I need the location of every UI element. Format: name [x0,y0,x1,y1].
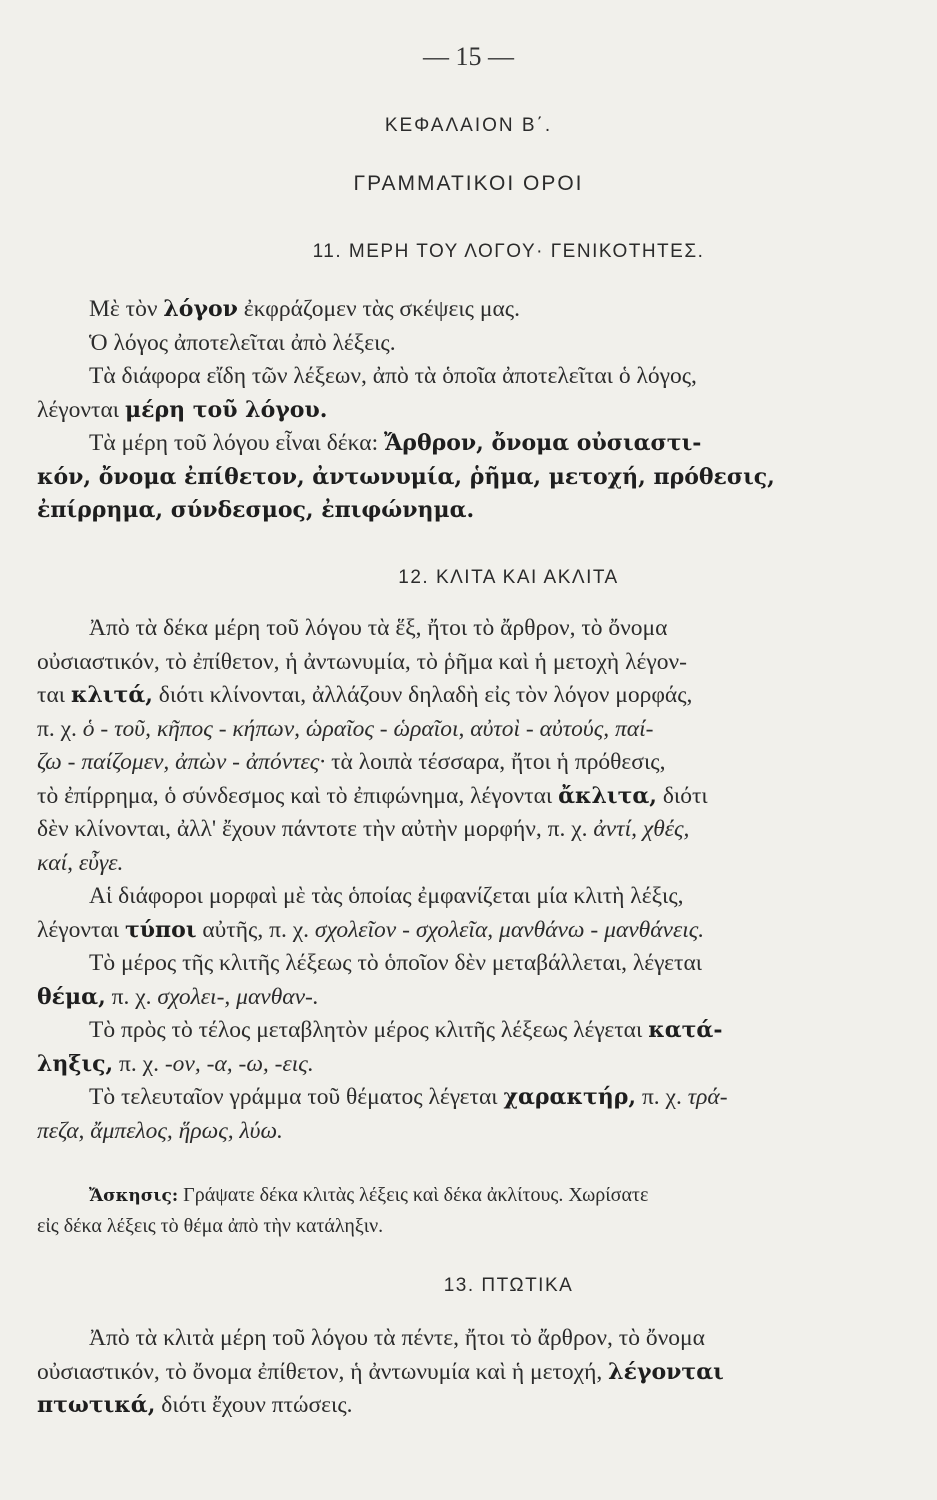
text-line: Τὰ διάφορα εἴδη τῶν λέξεων, ἀπὸ τὰ ὁποῖα ἀποτελεῖται ὁ λόγος, [89,363,697,389]
italic-example: καί, εὖγε. [37,849,124,876]
text-line: δὲν κλίνονται, ἀλλ' ἔχουν πάντοτε τὴν αὐτὴν μορφήν, π. χ. ἀντί, χθές, [37,816,690,842]
section-13-heading: 13. ΠΤΩΤΙΚΑ [443,1275,574,1296]
bold-term: ἄκλιτα, [558,782,657,809]
bold-term: Ἄρθρον, ὄνομα οὐσιαστι- [384,430,702,456]
text-line [37,461,867,495]
bold-term: χαρακτήρ, [503,1084,637,1110]
chapter-heading: ΚΕΦΑΛΑΙΟΝ Β΄. [384,115,553,136]
bold-term: πτωτικά, [37,1392,156,1418]
bold-term: τύποι [124,916,197,943]
section-12-text [37,612,867,1148]
section-11-heading: 11. ΜΕΡΗ ΤΟΥ ΛΟΓΟΥ· ΓΕΝΙΚΟΤΗΤΕΣ. [312,241,705,262]
text-line: θέμα, π. χ. σχολει-, μανθαν-. [37,983,319,1010]
italic-example: ζω - παίζομεν, ἀπὼν - ἀπόντες· [37,749,326,775]
text-line: ζω - παίζομεν, ἀπὼν - ἀπόντες· τὰ λοιπὰ τέσσαρα, ἤτοι ἡ πρόθεσις, [37,749,666,775]
text-line: τὸ ἐπίρρημα, ὁ σύνδεσμος καὶ τὸ ἐπιφώνημα, λέγονται ἄκλιτα, διότι [37,782,708,809]
exercise-label: Ἄσκησις: [89,1186,179,1206]
bold-term: κόν, ὄνομα ἐπίθετον, ἀντωνυμία, ῥῆμα, μετοχή, πρόθεσις, [37,463,775,490]
bold-term: ληξις, [37,1050,114,1077]
bold-term: λόγον [163,296,238,322]
text-line: Τὰ μέρη τοῦ λόγου εἶναι δέκα: Ἄρθρον, ὄνομα οὐσιαστι- [89,430,702,456]
text-line: οὐσιαστικόν, τὸ ἐπίθετον, ἡ ἀντωνυμία, τὸ ῥῆμα καὶ ἡ μετοχὴ λέγον- [37,648,687,675]
text-line: λέγονται τύποι αὐτῆς, π. χ. σχολεῖον - σχολεῖα, μανθάνω - μανθάνεις. [37,916,705,943]
text-line: π. χ. ὁ - τοῦ, κῆπος - κήπων, ὡραῖος - ὡραῖοι, αὐτοὶ - αὐτούς, παί- [37,715,654,742]
bold-term: κλιτά, [70,682,153,708]
bold-term: θέμα, [37,983,106,1010]
bold-term: κατά- [648,1017,723,1043]
italic-example: σχολει-, μανθαν-. [157,983,319,1010]
text-line: Τὸ πρὸς τὸ τέλος μεταβλητὸν μέρος κλιτῆς λέξεως λέγεται κατά- [89,1017,723,1043]
text-line [37,494,867,528]
text-line: ληξις, π. χ. -ον, -α, -ω, -εις. [37,1050,314,1077]
section-12-heading: 12. ΚΛΙΤΑ ΚΑΙ ΑΚΛΙΤΑ [398,567,619,588]
text-line: οὐσιαστικόν, τὸ ὄνομα ἐπίθετον, ἡ ἀντωνυμία καὶ ἡ μετοχή, λέγονται [37,1358,724,1385]
text-line: Ἀπὸ τὰ κλιτὰ μέρη τοῦ λόγου τὰ πέντε, ἤτοι τὸ ἄρθρον, τὸ ὄνομα [89,1325,705,1351]
italic-example: σχολεῖον - σχολεῖα, μανθάνω - μανθάνεις. [314,916,705,943]
bold-term: μέρη τοῦ λόγου. [124,396,328,423]
text-line: λέγονται μέρη τοῦ λόγου. [37,396,328,423]
text-line: εἰς δέκα λέξεις τὸ θέμα ἀπὸ τὴν κατάληξιν. [37,1215,384,1237]
bold-term: ἐπίρρημα, σύνδεσμος, ἐπιφώνημα. [37,497,475,523]
text-line: Ἀπὸ τὰ δέκα μέρη τοῦ λόγου τὰ ἕξ, ἤτοι τὸ ἄρθρον, τὸ ὄνομα [89,615,668,641]
page-number: — 15 — [423,42,514,71]
text-line [37,847,867,881]
section-11-text [37,293,867,528]
italic-example: τρά- [687,1084,728,1110]
text-line: ται κλιτά, διότι κλίνονται, ἀλλάζουν δηλαδὴ εἰς τὸν λόγον μορφάς, [37,682,693,708]
section-13-text [37,1322,867,1423]
text-line: Αἱ διάφοροι μορφαὶ μὲ τὰς ὁποίας ἐμφανίζεται μία κλιτὴ λέξις, [89,883,684,909]
text-line [37,1115,867,1149]
text-line: Τὸ τελευταῖον γράμμα τοῦ θέματος λέγεται χαρακτήρ, π. χ. τρά- [89,1084,728,1110]
italic-example: πεζα, ἄμπελος, ἥρως, λύω. [37,1117,283,1144]
text-line: πτωτικά, διότι ἔχουν πτώσεις. [37,1392,353,1418]
exercise-block [37,1180,867,1241]
italic-example: ὁ - τοῦ, κῆπος - κήπων, ὡραῖος - ὡραῖοι, αὐτοὶ - αὐτούς, παί- [82,715,654,742]
text-line: Τὸ μέρος τῆς κλιτῆς λέξεως τὸ ὁποῖον δὲν μεταβάλλεται, λέγεται [89,950,703,976]
text-line: Μὲ τὸν λόγον ἐκφράζομεν τὰς σκέψεις μας. [89,296,520,322]
text-line: Ὁ λόγος ἀποτελεῖται ἀπὸ λέξεις. [89,329,396,356]
italic-example: ἀντί, χθές, [593,816,690,842]
italic-example: -ον, -α, -ω, -εις. [164,1050,314,1077]
chapter-title: ΓΡΑΜΜΑΤΙΚΟΙ ΟΡΟΙ [353,172,584,195]
text-line: Ἄσκησις: Γράψατε δέκα κλιτὰς λέξεις καὶ δέκα ἀκλίτους. Χωρίσατε [89,1184,649,1206]
bold-term: λέγονται [608,1358,724,1385]
